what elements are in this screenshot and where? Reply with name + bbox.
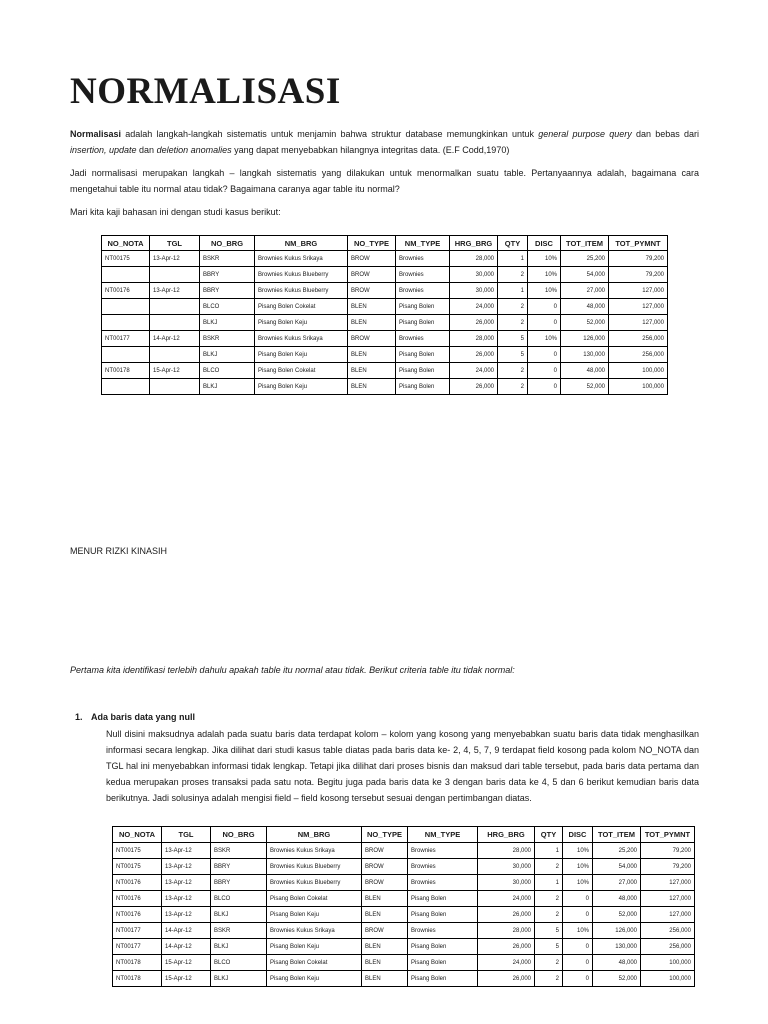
table-row: [102, 315, 668, 331]
table-cell: Pisang Bolen Keju: [255, 347, 348, 363]
table-cell: 5: [535, 923, 563, 939]
table-cell: Brownies Kukus Blueberry: [255, 283, 348, 299]
table-cell: NT00176: [113, 875, 162, 891]
table-cell: 26,000: [478, 939, 535, 955]
table-cell: BLKJ: [200, 379, 255, 395]
column-header: QTY: [535, 827, 563, 843]
table-cell: 13-Apr-12: [162, 843, 211, 859]
table-cell: Brownies Kukus Blueberry: [255, 267, 348, 283]
table-cell: 2: [498, 379, 528, 395]
table-cell: BROW: [362, 923, 408, 939]
table-cell: BROW: [348, 267, 396, 283]
table-cell: 2: [535, 907, 563, 923]
table-cell: Pisang Bolen Keju: [267, 939, 362, 955]
column-header: NO_TYPE: [362, 827, 408, 843]
table-cell: 10%: [563, 875, 593, 891]
table-cell: NT00177: [113, 923, 162, 939]
intro-text-2: dan bebas dari: [631, 129, 700, 139]
table-cell: Brownies: [396, 283, 450, 299]
table-cell: NT00176: [113, 891, 162, 907]
table-row: [113, 891, 695, 907]
table-cell: 13-Apr-12: [150, 283, 200, 299]
table-cell: BLCO: [211, 955, 267, 971]
table-cell: Brownies: [408, 875, 478, 891]
table-cell: [150, 267, 200, 283]
table-cell: 127,000: [609, 283, 668, 299]
table-cell: Pisang Bolen Keju: [267, 971, 362, 987]
table-cell: [150, 299, 200, 315]
column-header: QTY: [498, 236, 528, 251]
table-cell: Brownies: [408, 843, 478, 859]
table-cell: NT00178: [113, 955, 162, 971]
table-cell: BLCO: [211, 891, 267, 907]
table-cell: Brownies Kukus Srikaya: [267, 923, 362, 939]
table-cell: Pisang Bolen: [408, 891, 478, 907]
table-cell: 1: [535, 875, 563, 891]
table-cell: 14-Apr-12: [162, 923, 211, 939]
table-cell: 26,000: [450, 347, 498, 363]
table-cell: 10%: [563, 923, 593, 939]
table-cell: 54,000: [561, 267, 609, 283]
table-cell: 256,000: [609, 347, 668, 363]
table-cell: 10%: [563, 859, 593, 875]
table-cell: 24,000: [478, 955, 535, 971]
table-cell: 0: [563, 907, 593, 923]
table-cell: 27,000: [593, 875, 641, 891]
table-cell: BLEN: [348, 363, 396, 379]
table-cell: Brownies Kukus Blueberry: [267, 859, 362, 875]
table-cell: 27,000: [561, 283, 609, 299]
table-cell: 26,000: [450, 379, 498, 395]
column-header: NO_NOTA: [102, 236, 150, 251]
table-cell: 127,000: [641, 875, 695, 891]
table-cell: NT00176: [102, 283, 150, 299]
intro-italic-1: general purpose query: [538, 129, 632, 139]
column-header: TOT_PYMNT: [609, 236, 668, 251]
table-cell: 2: [498, 267, 528, 283]
table-cell: 25,200: [561, 251, 609, 267]
table-cell: BLCO: [200, 363, 255, 379]
table-cell: BSKR: [211, 843, 267, 859]
column-header: NM_BRG: [267, 827, 362, 843]
table-cell: BLEN: [362, 939, 408, 955]
table-cell: 127,000: [609, 315, 668, 331]
table-cell: 127,000: [641, 891, 695, 907]
table-cell: NT00177: [113, 939, 162, 955]
table-cell: 0: [563, 939, 593, 955]
table-cell: Pisang Bolen: [396, 363, 450, 379]
table-cell: Brownies Kukus Blueberry: [267, 875, 362, 891]
table-cell: 2: [535, 955, 563, 971]
table-cell: BSKR: [200, 251, 255, 267]
table-cell: BLKJ: [200, 315, 255, 331]
table-cell: NT00175: [113, 859, 162, 875]
table-cell: 1: [498, 283, 528, 299]
table-row: [113, 875, 695, 891]
author-name: MENUR RIZKI KINASIH: [70, 546, 168, 556]
case-study-table: [101, 235, 668, 395]
table-cell: BLEN: [348, 379, 396, 395]
table-row: [113, 907, 695, 923]
intro-text-1: adalah langkah-langkah sistematis untuk menjamin bahwa struktur database memungkinkan untuk: [121, 129, 539, 139]
table-cell: 28,000: [478, 843, 535, 859]
table-cell: 48,000: [593, 891, 641, 907]
table-cell: 1: [498, 251, 528, 267]
table-cell: Pisang Bolen: [396, 315, 450, 331]
table-cell: NT00178: [102, 363, 150, 379]
intro-italic-3: deletion anomalies: [156, 145, 232, 155]
table-cell: 100,000: [609, 379, 668, 395]
table-cell: 0: [563, 955, 593, 971]
column-header: TOT_ITEM: [593, 827, 641, 843]
table-cell: 79,200: [641, 859, 695, 875]
table-cell: Brownies Kukus Srikaya: [267, 843, 362, 859]
table-cell: BLCO: [200, 299, 255, 315]
section-number: 1.: [75, 712, 83, 722]
table-cell: 13-Apr-12: [162, 891, 211, 907]
table-cell: 13-Apr-12: [162, 859, 211, 875]
column-header: NO_TYPE: [348, 236, 396, 251]
table-cell: 30,000: [450, 267, 498, 283]
table-cell: Brownies Kukus Srikaya: [255, 331, 348, 347]
table-cell: Brownies: [396, 267, 450, 283]
table-row: [113, 939, 695, 955]
table-cell: BROW: [348, 251, 396, 267]
table-cell: BROW: [362, 843, 408, 859]
table-cell: NT00175: [113, 843, 162, 859]
table-cell: 5: [498, 331, 528, 347]
table-row: [102, 299, 668, 315]
table-cell: BBRY: [200, 267, 255, 283]
table-cell: NT00177: [102, 331, 150, 347]
table-cell: Pisang Bolen Keju: [255, 315, 348, 331]
table-cell: 0: [528, 379, 561, 395]
table-cell: 0: [563, 891, 593, 907]
table-cell: 14-Apr-12: [162, 939, 211, 955]
section-body: Null disini maksudnya adalah pada suatu baris data terdapat kolom – kolom yang kosong yang menyebabkan suatu baris data tidak menghasilkan informasi secara lengkap. Jika dilihat dari studi kasus table diatas pada baris data ke- 2, 4, 5, 7, 9 terdapat field kosong pada kolom NO_NOTA dan TGL hal ini menyebabkan informasi tidak lengkap. Tetapi jika dilihat dari proses bisnis dan maksud dari table tersebut, pada baris data pertama dan kedua merupakan proses transaksi pada satu nota. Begitu juga pada baris data ke 3 dengan baris data ke 4, 5 dan 6 berikut kemudian baris data berikutnya. Jadi solusinya adalah mengisi field – field kosong tersebut sesuai dengan pertimbangan diatas.: [106, 729, 699, 803]
table-cell: 2: [535, 891, 563, 907]
table-cell: 0: [563, 971, 593, 987]
table-cell: Pisang Bolen Keju: [255, 379, 348, 395]
table-row: [113, 955, 695, 971]
table-cell: 13-Apr-12: [162, 875, 211, 891]
table-cell: [102, 267, 150, 283]
table-cell: 100,000: [641, 955, 695, 971]
table-cell: BSKR: [200, 331, 255, 347]
table-cell: 10%: [563, 843, 593, 859]
table-cell: 14-Apr-12: [150, 331, 200, 347]
table-cell: 24,000: [450, 299, 498, 315]
table-cell: 100,000: [609, 363, 668, 379]
table-header-row: [102, 236, 668, 251]
column-header: NO_BRG: [200, 236, 255, 251]
table-cell: 0: [528, 315, 561, 331]
table-cell: Pisang Bolen Cokelat: [267, 955, 362, 971]
table-cell: Pisang Bolen: [408, 971, 478, 987]
table-cell: 52,000: [593, 907, 641, 923]
table-cell: 0: [528, 363, 561, 379]
table-row: [102, 283, 668, 299]
table-cell: 256,000: [609, 331, 668, 347]
table-cell: 48,000: [561, 299, 609, 315]
table-row: [102, 251, 668, 267]
table-cell: 28,000: [450, 251, 498, 267]
table-cell: BLKJ: [200, 347, 255, 363]
table-cell: 79,200: [609, 251, 668, 267]
table-cell: BBRY: [211, 875, 267, 891]
column-header: DISC: [528, 236, 561, 251]
table-cell: BLEN: [362, 955, 408, 971]
table-cell: 30,000: [478, 859, 535, 875]
table-cell: 79,200: [641, 843, 695, 859]
table-cell: BBRY: [200, 283, 255, 299]
table-cell: Brownies: [408, 923, 478, 939]
table-cell: [102, 299, 150, 315]
table-cell: 256,000: [641, 939, 695, 955]
table-cell: [150, 379, 200, 395]
table-cell: Pisang Bolen: [396, 347, 450, 363]
table-cell: 127,000: [609, 299, 668, 315]
table-row: [102, 267, 668, 283]
paragraph-2: Jadi normalisasi merupakan langkah – langkah sistematis yang dilakukan untuk menormalkan suatu table. Pertanyaannya adalah, bagaimana cara mengetahui table itu normal atau tidak? Bagaimana caranya agar table itu normal?: [70, 168, 699, 194]
table-header-row: [113, 827, 695, 843]
table-body: [113, 843, 695, 987]
table-cell: 15-Apr-12: [162, 955, 211, 971]
table-cell: BROW: [362, 875, 408, 891]
table-cell: BLKJ: [211, 939, 267, 955]
table-cell: BROW: [348, 283, 396, 299]
column-header: NO_BRG: [211, 827, 267, 843]
table-cell: 48,000: [561, 363, 609, 379]
table-body: [102, 251, 668, 395]
table-cell: 10%: [528, 283, 561, 299]
table-cell: 2: [498, 315, 528, 331]
column-header: NO_NOTA: [113, 827, 162, 843]
table-cell: 28,000: [450, 331, 498, 347]
paragraph-3: Mari kita kaji bahasan ini dengan studi kasus berikut:: [70, 207, 281, 217]
table-cell: Pisang Bolen: [408, 955, 478, 971]
table-cell: 26,000: [450, 315, 498, 331]
table-cell: NT00176: [113, 907, 162, 923]
table-cell: 10%: [528, 251, 561, 267]
table-cell: BLEN: [362, 891, 408, 907]
table-row: [113, 859, 695, 875]
table-cell: Brownies Kukus Srikaya: [255, 251, 348, 267]
table-cell: BLEN: [348, 347, 396, 363]
table-cell: NT00175: [102, 251, 150, 267]
table-cell: 13-Apr-12: [150, 251, 200, 267]
table-cell: 127,000: [641, 907, 695, 923]
table-cell: 30,000: [450, 283, 498, 299]
table-cell: 130,000: [561, 347, 609, 363]
table-cell: 256,000: [641, 923, 695, 939]
table-cell: [102, 347, 150, 363]
intro-text-4: yang dapat menyebabkan hilangnya integritas data. (E.F Codd,1970): [231, 145, 510, 155]
table-cell: 5: [535, 939, 563, 955]
table-cell: 52,000: [561, 315, 609, 331]
intro-term: Normalisasi: [70, 129, 122, 139]
table-cell: 54,000: [593, 859, 641, 875]
table-cell: 130,000: [593, 939, 641, 955]
column-header: TGL: [150, 236, 200, 251]
table-row: [102, 379, 668, 395]
table-cell: [150, 315, 200, 331]
table-cell: 0: [528, 347, 561, 363]
table-row: [113, 971, 695, 987]
intro-text-3: dan: [136, 145, 157, 155]
table-cell: 10%: [528, 331, 561, 347]
table-cell: [102, 379, 150, 395]
column-header: NM_BRG: [255, 236, 348, 251]
table-cell: 10%: [528, 267, 561, 283]
column-header: TOT_ITEM: [561, 236, 609, 251]
column-header: TOT_PYMNT: [641, 827, 695, 843]
table-cell: 48,000: [593, 955, 641, 971]
table-row: [102, 363, 668, 379]
table-cell: 100,000: [641, 971, 695, 987]
table-cell: [150, 347, 200, 363]
table-cell: Pisang Bolen Cokelat: [255, 299, 348, 315]
table-cell: Pisang Bolen Keju: [267, 907, 362, 923]
table-cell: 1: [535, 843, 563, 859]
table-cell: 15-Apr-12: [162, 971, 211, 987]
table-cell: Pisang Bolen Cokelat: [255, 363, 348, 379]
table-row: [113, 843, 695, 859]
table-cell: 2: [498, 299, 528, 315]
table-cell: BLEN: [348, 299, 396, 315]
table-cell: 79,200: [609, 267, 668, 283]
table-cell: Brownies: [396, 331, 450, 347]
table-cell: BLEN: [362, 907, 408, 923]
table-cell: Pisang Bolen: [408, 907, 478, 923]
table-cell: BSKR: [211, 923, 267, 939]
column-header: TGL: [162, 827, 211, 843]
table-cell: 25,200: [593, 843, 641, 859]
table-row: [102, 347, 668, 363]
table-cell: 24,000: [450, 363, 498, 379]
table-cell: 24,000: [478, 891, 535, 907]
table-cell: 5: [498, 347, 528, 363]
column-header: DISC: [563, 827, 593, 843]
table-cell: Brownies: [396, 251, 450, 267]
table-cell: 26,000: [478, 971, 535, 987]
table-cell: Pisang Bolen: [396, 379, 450, 395]
column-header: HRG_BRG: [450, 236, 498, 251]
section-title: Ada baris data yang null: [91, 712, 196, 722]
table-cell: BLKJ: [211, 907, 267, 923]
column-header: NM_TYPE: [408, 827, 478, 843]
table-cell: Pisang Bolen Cokelat: [267, 891, 362, 907]
table-cell: BBRY: [211, 859, 267, 875]
table-cell: 28,000: [478, 923, 535, 939]
table-cell: BLEN: [348, 315, 396, 331]
page-title: NORMALISASI: [70, 71, 341, 112]
table-cell: BLEN: [362, 971, 408, 987]
table-cell: BROW: [348, 331, 396, 347]
table-cell: 126,000: [561, 331, 609, 347]
table-cell: Pisang Bolen: [396, 299, 450, 315]
intro-paragraph: [70, 126, 699, 158]
table-cell: 26,000: [478, 907, 535, 923]
table-cell: 126,000: [593, 923, 641, 939]
table-row: [113, 923, 695, 939]
table-cell: Brownies: [408, 859, 478, 875]
table-row: [102, 331, 668, 347]
table-cell: NT00178: [113, 971, 162, 987]
criteria-intro: Pertama kita identifikasi terlebih dahulu apakah table itu normal atau tidak. Berikut criteria table itu tidak normal:: [70, 665, 515, 675]
table-cell: BLKJ: [211, 971, 267, 987]
table-cell: [102, 315, 150, 331]
table-cell: 0: [528, 299, 561, 315]
table-cell: BROW: [362, 859, 408, 875]
table-cell: 2: [535, 971, 563, 987]
table-cell: 2: [535, 859, 563, 875]
table-cell: Pisang Bolen: [408, 939, 478, 955]
intro-italic-2: insertion, update: [70, 145, 137, 155]
section-heading: [75, 712, 195, 722]
table-cell: 30,000: [478, 875, 535, 891]
table-cell: 52,000: [593, 971, 641, 987]
table-cell: 52,000: [561, 379, 609, 395]
table-cell: 15-Apr-12: [150, 363, 200, 379]
table-cell: 13-Apr-12: [162, 907, 211, 923]
filled-table: [112, 826, 695, 987]
table-cell: 2: [498, 363, 528, 379]
column-header: HRG_BRG: [478, 827, 535, 843]
column-header: NM_TYPE: [396, 236, 450, 251]
